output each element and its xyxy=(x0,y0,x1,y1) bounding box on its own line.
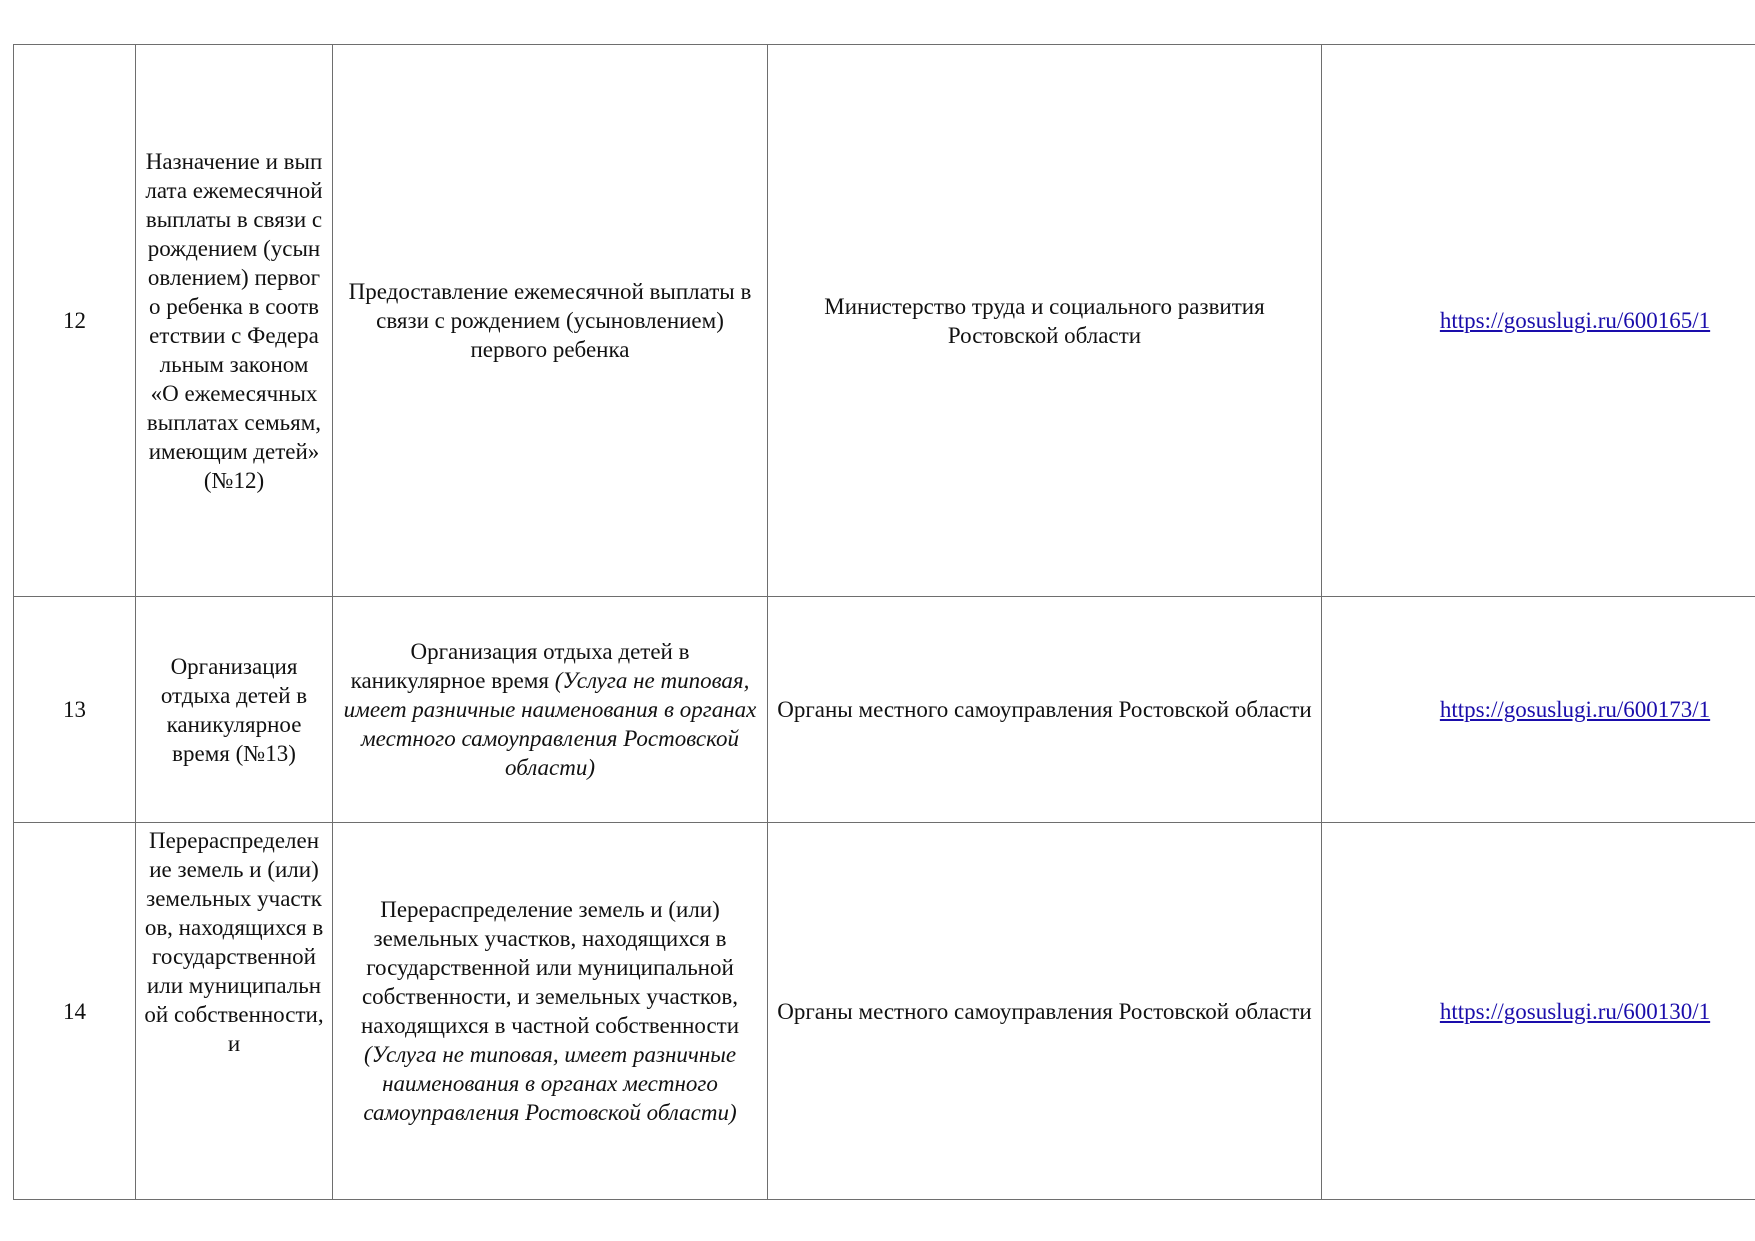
services-table xyxy=(13,44,1755,1200)
service-link-cell xyxy=(1322,597,1755,823)
gosuslugi-link[interactable]: https://gosuslugi.ru/600130/1 xyxy=(1439,998,1711,1024)
description-text: Предоставление ежемесячной выплаты в связи с рождением (усыновлением) первого ребенка xyxy=(348,279,752,362)
table-row xyxy=(14,45,1755,597)
row-number: 14 xyxy=(14,823,136,1200)
service-link-cell xyxy=(1322,823,1755,1200)
table-row xyxy=(14,823,1755,1200)
row-number: 13 xyxy=(14,597,136,823)
responsible-organization: Органы местного самоуправления Ростовской области xyxy=(768,597,1322,823)
gosuslugi-link[interactable]: https://gosuslugi.ru/600165/1 xyxy=(1439,308,1711,333)
service-link-cell xyxy=(1322,45,1755,597)
responsible-organization: Органы местного самоуправления Ростовской области xyxy=(768,823,1322,1200)
service-description xyxy=(333,597,768,823)
service-name-text: Перераспределение земель и (или) земельных участков, находящихся в государственной или муниципальной собственности, и xyxy=(144,828,324,1056)
description-note: (Услуга не типовая, имеет разничные наименования в органах местного самоуправления Ростовской области) xyxy=(363,1042,737,1125)
description-text: Организация отдыха детей в каникулярное время xyxy=(350,639,690,693)
gosuslugi-link[interactable]: https://gosuslugi.ru/600173/1 xyxy=(1439,697,1711,722)
description-note: (Услуга не типовая, имеет разничные наименования в органах местного самоуправления Ростовской области) xyxy=(343,668,757,780)
table-row xyxy=(14,597,1755,823)
description-text: Перераспределение земель и (или) земельных участков, находящихся в государственной или муниципальной собственности, и земельных участков, находящихся в частной собственности xyxy=(360,897,740,1038)
service-name: Назначение и выплата ежемесячной выплаты в связи с рождением (усыновлением) первого ребенка в соответствии с Федеральным законом «О ежемесячных выплатах семьям, имеющим детей» (№12) xyxy=(136,45,333,597)
responsible-organization: Министерство труда и социального развития Ростовской области xyxy=(768,45,1322,597)
service-description xyxy=(333,823,768,1200)
row-number: 12 xyxy=(14,45,136,597)
service-name xyxy=(136,823,333,1200)
service-description xyxy=(333,45,768,597)
service-name: Организация отдыха детей в каникулярное время (№13) xyxy=(136,597,333,823)
